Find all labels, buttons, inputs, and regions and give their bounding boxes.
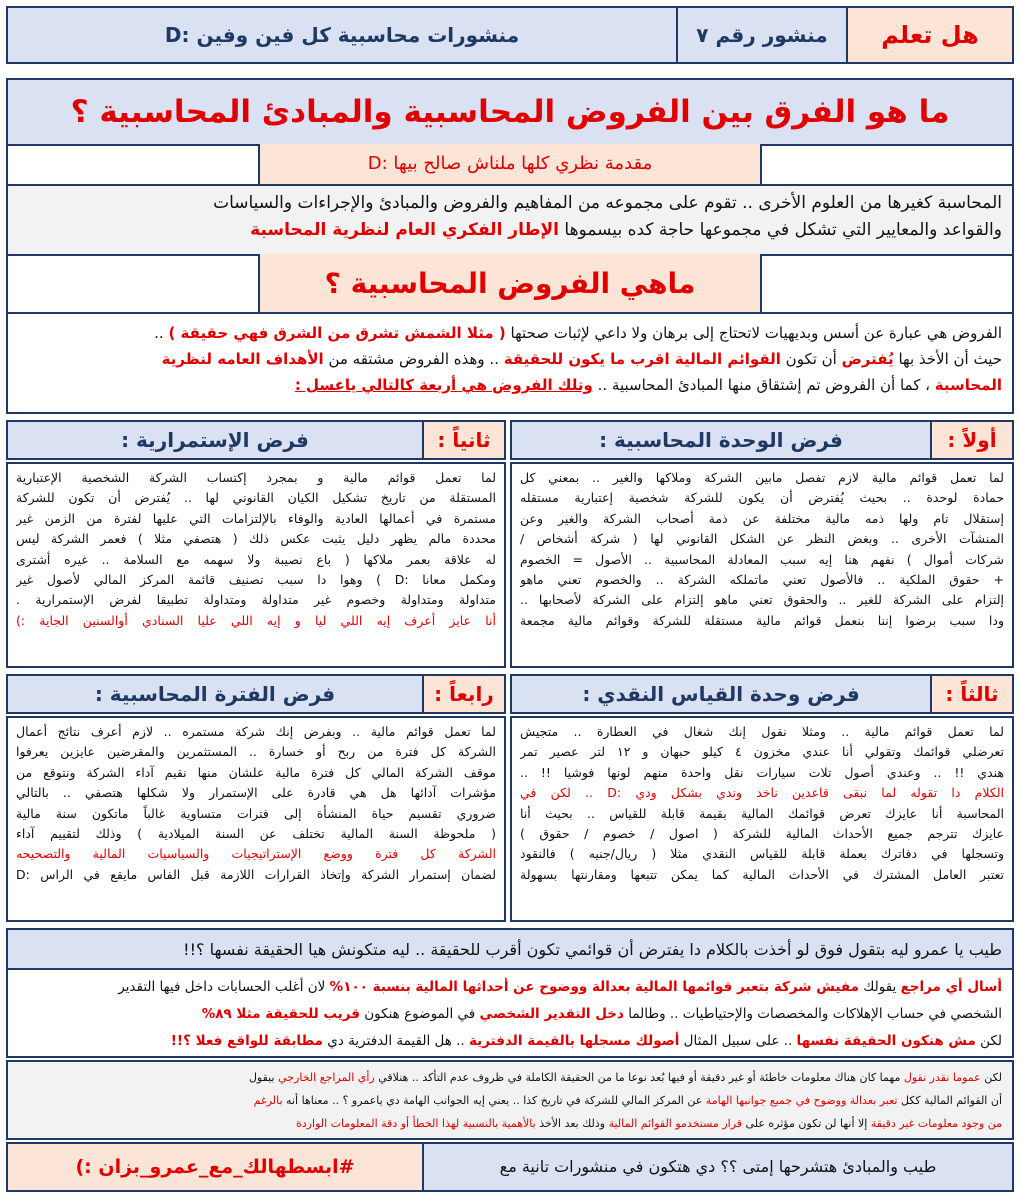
- conclusion-box: [6, 1060, 1014, 1140]
- section-4-ordinal-text: رابعاً :: [434, 682, 494, 706]
- s2-line: له علاقة بعمر ملاكها ( باع نصيبة ولا سهمه مع السلامة .. غيره أشترى: [16, 551, 496, 567]
- a-l3-c: وتلك الفروض هي أربعة كالتالي ياعسل :: [294, 376, 593, 394]
- section-4-body: [6, 716, 506, 922]
- answer-line-1: [18, 974, 1002, 1001]
- con-l2-b: تعبر بعدالة ووضوح في جميع جوانبها الهامة: [705, 1094, 898, 1107]
- a-l1-b: ( مثلا الشمش تشرق من الشرق فهي حقيقة ): [168, 324, 506, 342]
- s3-line: لما تعمل قوائم مالية .. ومثلا نقول إنك شغال في العطارة .. متجيش: [520, 724, 1004, 739]
- assumptions-title: ماهي الفروض المحاسبية ؟: [324, 267, 696, 300]
- section-2-title: فرض الإستمرارية :: [121, 428, 309, 452]
- ans-l3-d: أصولك مسجلها بالقيمة الدفترية: [469, 1033, 680, 1049]
- section-1-ordinal: [930, 420, 1014, 460]
- s4-line: الشركة كل فترة من ربح أو خسارة .. المستثمرين والمقرضين عايزين يعرفوا: [16, 744, 496, 760]
- intro-line-2-highlight: الإطار الفكري العام لنظرية المحاسبة: [250, 220, 559, 240]
- s3-line: وتسجلها في دفاترك بعملة قابلة للقياس النقدي مثلا ( ريال/جنيه ) فالنقود: [520, 846, 1004, 862]
- post-number-label: منشور رقم ٧: [696, 23, 828, 47]
- ans-l2-b: في حساب الإهلاكات والمخصصات والإحتياطيات .. وطالما: [623, 1006, 951, 1022]
- conclusion-line-3: [18, 1112, 1002, 1135]
- main-title: ما هو الفرق بين الفروض المحاسبية والمبادئ المحاسبية ؟: [70, 94, 950, 130]
- assumptions-line-3: [18, 372, 1002, 398]
- series-label: منشورات محاسبية كل فين وفين :D: [164, 23, 520, 47]
- s4-line: مؤشرات آدائها هل هي قادرة على الإستمرار ولا شكلها هتصفي .. بالتالي: [16, 785, 496, 801]
- assumptions-title-box: [258, 254, 762, 314]
- a-l2-e: .. وهذه الفروض مشتقه من: [323, 350, 504, 368]
- s2-line: لما تعمل قوائم مالية و بمجرد إكتساب الشركة الشخصية الإعتبارية: [16, 470, 496, 485]
- assumptions-line-1: [18, 320, 1002, 346]
- section-3-title: فرض وحدة القياس النقدي :: [582, 682, 860, 706]
- s4-line: الشركة كل فترة ووضع الإستراتيجيات والسياسيات المالية والتصحيحه: [16, 846, 496, 862]
- ans-l2-d: في الموضوع هنكون: [359, 1006, 480, 1022]
- s2-line: المستقلة من تاريخ تشكيل الكيان القانوني لها .. يُفترض أن تكون للشركة: [16, 490, 496, 506]
- s4-line: ضروري تقسيم حياة المنشأة إلى فترات متساوية غالباً ماتكون سنة مالية: [16, 805, 496, 821]
- s4-line: لضمان إستمرار الشركة وإتخاذ القرارات اللازمة قبل الفاس مايقع في الراس :D: [16, 866, 496, 882]
- s2-line: أنا عايز أعرف إيه اللي ليا و إيه اللي عليا السنادي أوالسنين الجاية :): [16, 612, 496, 628]
- main-title-box: [6, 78, 1014, 146]
- a-l2-a: حيث أن الأخذ بها: [893, 350, 1002, 368]
- answer-box: [6, 968, 1014, 1058]
- ans-l2-a: الشخصي: [950, 1006, 1002, 1022]
- s1-line: + حقوق الملكية .. فالأصول تعني ماتملكه الشركة .. والخصوم تعني ماهو: [520, 572, 1004, 588]
- ans-l2-e: قريب للحقيقة مثلا ٨٩%: [201, 1006, 360, 1022]
- s4-line: موقف الشركة المالي كل فترة مالية علشان منها نقيم آداء الشركة ونتوقع من: [16, 764, 496, 780]
- a-l2-b: يُفترض: [841, 350, 894, 368]
- con-l3-c: قرار مستخدمو القوائم المالية: [608, 1117, 743, 1130]
- ans-l3-f: مطابقة للواقع فعلا ؟!!: [170, 1033, 324, 1049]
- section-3-ordinal: [930, 674, 1014, 714]
- a-l1-c: ..: [154, 324, 169, 342]
- ans-l1-a: أسال أي مراجع: [900, 979, 1002, 995]
- section-1-title-box: [510, 420, 932, 460]
- a-l3-a: المحاسبة: [934, 376, 1002, 394]
- intro-line-1: المحاسبة كغيرها من العلوم الأخرى .. تقوم على مجموعه من المفاهيم والفروض والمبادئ والإجراءات والسياسات: [213, 193, 1002, 213]
- intro-box: [6, 184, 1014, 256]
- post-number-box: [676, 6, 848, 64]
- s3-line: عايزك تترجم جميع الأحداث المالية للشركة ( اصول / خصوم / حقوق ): [520, 826, 1004, 842]
- footer-hashtag: #ابسطهالك_مع_عمرو_بزان :): [75, 1156, 355, 1178]
- series-box: [6, 6, 678, 64]
- section-2-ordinal: [422, 420, 506, 460]
- intro-line-2-text: والقواعد والمعايير التي تشكل في مجموعها حاجة كده بيسموها: [558, 220, 1002, 240]
- ans-l3-e: .. هل القيمة الدفترية دي: [323, 1033, 469, 1049]
- a-l3-b: ، كما أن الفروض تم إشتقاق منها المبادئ المحاسبية ..: [592, 376, 935, 394]
- question-box: [6, 928, 1014, 970]
- ans-l2-c: دخل التقدير الشخصي: [479, 1006, 624, 1022]
- ans-l1-d: لان أغلب الحسابات داخل فيها التقدير: [118, 979, 330, 995]
- ans-l1-b: يقولك: [858, 979, 901, 995]
- assumptions-line-2: [18, 346, 1002, 372]
- s1-line: لما تعمل قوائم مالية لازم تفصل مابين الشركة وملاكها والغير .. بمعني كل: [520, 470, 1004, 485]
- s4-line: ( ملحوظة السنة المالية تختلف عن السنة الميلادية ) وذلك لتقييم آداء: [16, 826, 496, 842]
- conclusion-line-2: [18, 1089, 1002, 1112]
- s2-line: محددة مالم يظهر دليل يثبت عكس ذلك ( هتصفي مثلا ) فعمر الشركة ليس: [16, 531, 496, 547]
- section-3-ordinal-text: ثالثاً :: [945, 682, 999, 706]
- section-1-title: فرض الوحدة المحاسبية :: [599, 428, 843, 452]
- con-l1-e: بيقول: [248, 1071, 279, 1084]
- s2-line: متداولة ومتداولة وخصوم غير متداولة ومتداولة تطبيقا لفرض الإستمرارية .: [16, 592, 496, 608]
- con-l2-a: أن القوائم المالية ككل: [897, 1094, 1002, 1107]
- con-l1-d: رأي المراجع الخارجي: [278, 1071, 375, 1084]
- s3-line: تعتبر العامل المشترك في الأحداث المالية كما يمكن تتبعها ومقارنتها بسهولة: [520, 866, 1004, 882]
- con-l2-c: عن المركز المالي للشركة في تاريخ كذا .. يعني إيه الجوانب الهامة دي ياعمرو ؟ .. معناها أنه: [282, 1094, 706, 1107]
- ans-l1-c: مفيش شركة بتعبر قوائمها المالية بعدالة ووضوح عن أحداثها المالية بنسبة ١٠٠%: [329, 979, 859, 995]
- s3-line: هندي !! .. وعندي أصول تلات سيارات نقل واحدة منهم لونها فوشيا !! ..: [520, 764, 1004, 780]
- section-1-ordinal-text: أولاً :: [947, 428, 997, 452]
- con-l1-b: عموما نقدر نقول: [903, 1071, 981, 1084]
- section-2-body: [6, 462, 506, 668]
- s3-line: المحاسبة أنا عايزك تعرض قوائمك المالية بقيمة قابلة للقياس .. بحيث أنا: [520, 805, 1004, 821]
- intro-note-box: [258, 144, 762, 186]
- s1-line: المنشآت الأخرى .. وبغض النظر عن الشكل القانوني لها ( شركة أشخاص /: [520, 531, 1004, 547]
- con-l2-d: بالرغم: [253, 1094, 283, 1107]
- section-4-ordinal: [422, 674, 506, 714]
- assumptions-box: [6, 312, 1014, 414]
- section-3-title-box: [510, 674, 932, 714]
- section-4-title: فرض الفترة المحاسبية :: [94, 682, 336, 706]
- a-l1-a: الفروض هي عبارة عن أسس وبديهيات لاتحتاج إلى برهان ولا داعي لإثبات صحتها: [505, 324, 1002, 342]
- did-you-know-box: [846, 6, 1014, 64]
- s2-line: مستمرة في أعمالها العادية والوفاء بالإلتزامات التي عليها لفترة من الزمن غير: [16, 510, 496, 526]
- s3-line: الكلام دا تقوله لما نبقى قاعدين ناخد وندي بشكل ودي :D .. لكن في: [520, 785, 1004, 801]
- con-l1-a: لكن: [980, 1071, 1002, 1084]
- conclusion-line-1: [18, 1066, 1002, 1089]
- s1-line: حمادة لوحدة .. بحيث يُفترض أن يكون للشركة شخصية إعتبارية مستقله: [520, 490, 1004, 506]
- section-1-body: [510, 462, 1014, 668]
- con-l3-d: وذلك بعد الأخذ: [535, 1117, 609, 1130]
- a-l2-d: القوائم المالية اقرب ما يكون للحقيقة: [503, 350, 781, 368]
- ans-l3-b: مش هنكون الحقيقة نفسها: [796, 1033, 976, 1049]
- footer-hashtag-box: [6, 1142, 424, 1192]
- s1-line: إستقلال تام ولها ذمه مالية مختلفة عن ذمة أصحاب الشركة والغير وعن: [520, 510, 1004, 526]
- footer-next-text: طيب والمبادئ هتشرحها إمتى ؟؟ دي هتكون في منشورات تانية مع: [499, 1157, 937, 1176]
- answer-line-2: [18, 1001, 1002, 1028]
- s3-line: تعرضلي قوائمك وتقولي أنا عندي مخزون ٤ كيلو حبهان و ١٢ لتر عصير تمر: [520, 744, 1004, 760]
- con-l1-c: مهما كان هناك معلومات خاطئة أو غير دقيقة أو فيها بُعد نوعا ما من الحقيقة الكاملة في ظروف عدم التأكد .. هنلاقي: [374, 1071, 904, 1084]
- section-2-title-box: [6, 420, 424, 460]
- question-text: طيب يا عمرو ليه بتقول فوق لو أخذت بالكلام دا يفترض أن قوائمي تكون أقرب للحقيقة .. ليه متكونش هيا الحقيقة نفسها ؟!!: [183, 940, 1002, 959]
- ans-l3-a: لكن: [975, 1033, 1002, 1049]
- s2-line: ومكمل معانا :D ) وهوا دا سبب تصنيف قائمة المركز المالي لأصول غير: [16, 572, 496, 588]
- a-l2-c: أن تكون: [780, 350, 842, 368]
- s1-line: شركات أموال ) نفهم هنا إيه سبب المعادلة المحاسبية .. الأصول = الخصوم: [520, 551, 1004, 567]
- con-l3-a: من وجود معلومات غير دقيقة: [870, 1117, 1002, 1130]
- answer-line-3: [18, 1028, 1002, 1055]
- section-3-body: [510, 716, 1014, 922]
- footer-next-box: [422, 1142, 1014, 1192]
- section-2-ordinal-text: ثانياً :: [437, 428, 491, 452]
- s1-line: إلتزام على الشركة للغير .. والحقوق تعني ماهو إلتزام على الشركة لأصحابها ..: [520, 592, 1004, 608]
- section-4-title-box: [6, 674, 424, 714]
- a-l2-f: الأهداف العامه لنظرية: [161, 350, 324, 368]
- intro-note: مقدمة نظري كلها ملناش صالح بيها :D: [367, 153, 653, 174]
- s1-line: ودا سبب برضوا إننا بنعمل قوائم مالية مستقلة للشركة وقوائم مالية مجمعة: [520, 612, 1004, 628]
- did-you-know-label: هل تعلم: [881, 21, 979, 49]
- intro-line-2: [18, 217, 1002, 244]
- ans-l3-c: .. على سبيل المثال: [679, 1033, 797, 1049]
- con-l3-e: بالأهمية بالنسبية لهذا الخطأ أو دقة المعلومات الواردة: [296, 1117, 536, 1130]
- s4-line: لما تعمل قوائم مالية .. وبفرض إنك شركة مستمره .. لازم أعرف نتائج أعمال: [16, 724, 496, 739]
- con-l3-b: إلا أنها لن تكون مؤثره على: [742, 1117, 871, 1130]
